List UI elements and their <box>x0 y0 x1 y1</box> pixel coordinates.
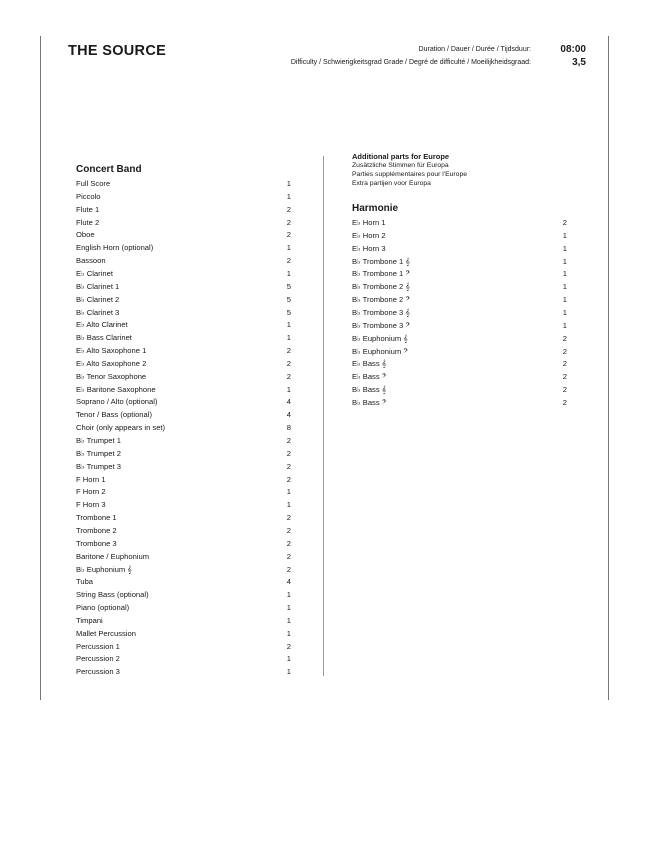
part-quantity: 2 <box>286 525 291 535</box>
part-name: B♭ Clarinet 3 <box>76 307 120 317</box>
part-row <box>76 525 291 536</box>
part-row <box>352 320 567 331</box>
part-row <box>352 256 567 267</box>
part-name: B♭ Trombone 3 𝄞 <box>352 307 410 317</box>
concert-band-heading: Concert Band <box>76 164 142 175</box>
part-quantity: 1 <box>562 307 567 317</box>
europe-line-de: Zusätzliche Stimmen für Europa <box>352 162 449 169</box>
part-name: Tuba <box>76 577 94 587</box>
part-name: E♭ Bass 𝄢 <box>352 372 387 382</box>
part-row <box>352 333 567 344</box>
right-margin-rule <box>608 36 609 700</box>
part-name: B♭ Trombone 2 𝄞 <box>352 282 410 292</box>
part-name: E♭ Clarinet <box>76 268 113 278</box>
part-name: E♭ Alto Clarinet <box>76 320 128 330</box>
part-name: Mallet Percussion <box>76 628 136 638</box>
part-row <box>76 345 291 356</box>
part-quantity: 2 <box>286 641 291 651</box>
part-quantity: 2 <box>286 461 291 471</box>
part-name: B♭ Euphonium 𝄞 <box>76 564 132 574</box>
part-row <box>76 615 291 626</box>
part-quantity: 1 <box>286 268 291 278</box>
part-quantity: 2 <box>286 436 291 445</box>
part-quantity: 1 <box>286 628 291 638</box>
part-row <box>352 346 567 357</box>
part-row <box>76 178 291 189</box>
part-quantity: 4 <box>286 577 291 587</box>
part-quantity: 4 <box>286 410 291 420</box>
part-name: B♭ Trombone 1 𝄞 <box>352 256 410 266</box>
part-name: Flute 1 <box>76 204 100 214</box>
part-quantity: 1 <box>286 615 291 625</box>
part-quantity: 2 <box>286 217 291 227</box>
part-quantity: 1 <box>286 320 291 330</box>
part-row <box>76 396 291 407</box>
part-name: Flute 2 <box>76 217 100 227</box>
left-margin-rule <box>40 36 41 700</box>
part-quantity: 1 <box>286 500 291 510</box>
part-name: B♭ Clarinet 2 <box>76 294 120 304</box>
part-quantity: 2 <box>286 474 291 484</box>
part-row <box>76 319 291 330</box>
part-row <box>76 538 291 549</box>
part-name: Timpani <box>76 615 103 625</box>
part-name: B♭ Bass Clarinet <box>76 333 132 343</box>
part-quantity: 1 <box>286 191 291 201</box>
difficulty-label: Difficulty / Schwierigkeitsgrad Grade / Degré de difficulté / Moeilijkheidsgraad: <box>290 59 531 66</box>
part-row <box>76 653 291 664</box>
part-row <box>352 230 567 241</box>
part-row <box>76 641 291 652</box>
part-name: E♭ Horn 1 <box>352 218 386 227</box>
part-row <box>352 307 567 318</box>
part-name: F Horn 2 <box>76 487 106 497</box>
column-divider <box>323 156 324 676</box>
part-quantity: 2 <box>286 346 291 356</box>
part-row <box>76 307 291 318</box>
part-quantity: 5 <box>286 281 291 291</box>
part-row <box>76 499 291 510</box>
harmonie-heading: Harmonie <box>352 203 399 214</box>
part-quantity: 2 <box>286 448 291 458</box>
part-row <box>76 281 291 292</box>
part-row <box>352 384 567 395</box>
part-quantity: 1 <box>562 269 567 279</box>
part-quantity: 2 <box>286 358 291 368</box>
difficulty-value: 3,5 <box>572 57 586 68</box>
part-quantity: 1 <box>286 384 291 394</box>
europe-line-nl: Extra partijen voor Europa <box>352 180 431 187</box>
part-quantity: 2 <box>562 372 567 382</box>
part-row <box>352 397 567 408</box>
part-quantity: 5 <box>286 294 291 304</box>
part-quantity: 2 <box>562 385 567 395</box>
part-row <box>76 294 291 305</box>
part-quantity: 1 <box>562 295 567 305</box>
part-quantity: 1 <box>286 603 291 613</box>
part-name: B♭ Trombone 3 𝄢 <box>352 320 411 330</box>
part-row <box>76 332 291 343</box>
part-name: B♭ Trombone 2 𝄢 <box>352 295 411 305</box>
part-quantity: 1 <box>286 333 291 343</box>
part-row <box>76 384 291 395</box>
part-quantity: 4 <box>286 397 291 407</box>
part-quantity: 2 <box>562 346 567 356</box>
part-name: Trombone 2 <box>76 525 117 535</box>
part-row <box>352 268 567 279</box>
part-name: B♭ Trombone 1 𝄢 <box>352 269 411 279</box>
part-row <box>352 217 567 228</box>
part-name: English Horn (optional) <box>76 243 154 253</box>
part-quantity: 2 <box>562 397 567 407</box>
part-row <box>76 666 291 677</box>
part-name: B♭ Clarinet 1 <box>76 281 120 291</box>
part-name: Percussion 2 <box>76 654 120 664</box>
part-quantity: 1 <box>562 243 567 253</box>
part-row <box>76 461 291 472</box>
part-quantity: 1 <box>286 179 291 188</box>
part-name: B♭ Bass 𝄢 <box>352 397 387 407</box>
part-quantity: 2 <box>286 564 291 574</box>
part-row <box>76 358 291 369</box>
piece-title: THE SOURCE <box>68 43 167 59</box>
part-name: Percussion 3 <box>76 667 120 677</box>
part-row <box>76 191 291 202</box>
part-row <box>76 229 291 240</box>
part-row <box>76 448 291 459</box>
part-name: Percussion 1 <box>76 641 120 651</box>
part-name: Tenor / Bass (optional) <box>76 410 152 420</box>
part-quantity: 1 <box>562 256 567 266</box>
part-quantity: 5 <box>286 307 291 317</box>
part-name: E♭ Alto Saxophone 2 <box>76 358 147 368</box>
part-row <box>352 358 567 369</box>
part-row <box>76 589 291 600</box>
part-row <box>76 551 291 562</box>
part-name: E♭ Horn 2 <box>352 230 386 240</box>
part-name: B♭ Euphonium 𝄢 <box>352 346 409 356</box>
part-quantity: 1 <box>562 230 567 240</box>
part-row <box>76 268 291 279</box>
part-row <box>76 242 291 253</box>
part-quantity: 8 <box>286 423 291 433</box>
part-name: String Bass (optional) <box>76 590 149 600</box>
part-name: E♭ Horn 3 <box>352 243 386 253</box>
part-name: B♭ Trumpet 3 <box>76 461 121 471</box>
part-name: Full Score <box>76 179 111 188</box>
part-name: Bassoon <box>76 256 106 266</box>
part-quantity: 1 <box>286 590 291 600</box>
part-row <box>76 512 291 523</box>
part-quantity: 2 <box>286 551 291 561</box>
part-name: B♭ Trumpet 1 <box>76 436 121 445</box>
part-quantity: 2 <box>286 371 291 381</box>
part-row <box>76 204 291 215</box>
part-quantity: 2 <box>562 218 567 227</box>
part-name: E♭ Baritone Saxophone <box>76 384 156 394</box>
part-name: Piano (optional) <box>76 603 130 613</box>
part-row <box>76 474 291 485</box>
part-quantity: 2 <box>286 204 291 214</box>
part-quantity: 2 <box>286 256 291 266</box>
part-name: Trombone 1 <box>76 513 117 523</box>
part-name: F Horn 1 <box>76 474 106 484</box>
part-quantity: 2 <box>286 230 291 240</box>
part-quantity: 1 <box>286 667 291 677</box>
part-row <box>352 294 567 305</box>
part-row <box>76 564 291 575</box>
part-quantity: 1 <box>286 487 291 497</box>
part-quantity: 2 <box>286 538 291 548</box>
part-row <box>352 281 567 292</box>
europe-line-fr: Parties supplémentaires pour l'Europe <box>352 171 468 178</box>
part-quantity: 2 <box>562 359 567 369</box>
part-row <box>352 243 567 254</box>
part-name: F Horn 3 <box>76 500 106 510</box>
part-name: Trombone 3 <box>76 538 117 548</box>
part-name: E♭ Alto Saxophone 1 <box>76 346 147 356</box>
part-quantity: 1 <box>286 243 291 253</box>
part-quantity: 1 <box>286 654 291 664</box>
part-quantity: 2 <box>562 333 567 343</box>
part-row <box>76 602 291 613</box>
part-name: B♭ Trumpet 2 <box>76 448 121 458</box>
part-row <box>76 409 291 420</box>
part-row <box>76 422 291 433</box>
part-row <box>76 255 291 266</box>
part-name: B♭ Euphonium 𝄞 <box>352 333 408 343</box>
part-name: Baritone / Euphonium <box>76 551 150 561</box>
part-row <box>76 217 291 228</box>
part-row <box>352 371 567 382</box>
part-name: B♭ Tenor Saxophone <box>76 371 147 381</box>
part-row <box>76 435 291 446</box>
part-name: E♭ Bass 𝄞 <box>352 359 387 369</box>
part-row <box>76 371 291 382</box>
part-quantity: 1 <box>562 282 567 292</box>
part-name: Piccolo <box>76 191 101 201</box>
part-name: Choir (only appears in set) <box>76 423 166 433</box>
duration-label: Duration / Dauer / Durée / Tijdsduur: <box>418 46 531 53</box>
part-name: Oboe <box>76 230 95 240</box>
part-name: Soprano / Alto (optional) <box>76 397 158 407</box>
part-row <box>76 628 291 639</box>
part-row <box>76 576 291 587</box>
part-quantity: 2 <box>286 513 291 523</box>
part-quantity: 1 <box>562 320 567 330</box>
part-row <box>76 486 291 497</box>
duration-value: 08:00 <box>560 44 586 55</box>
europe-parts-title: Additional parts for Europe <box>352 152 450 161</box>
part-name: B♭ Bass 𝄞 <box>352 385 387 395</box>
